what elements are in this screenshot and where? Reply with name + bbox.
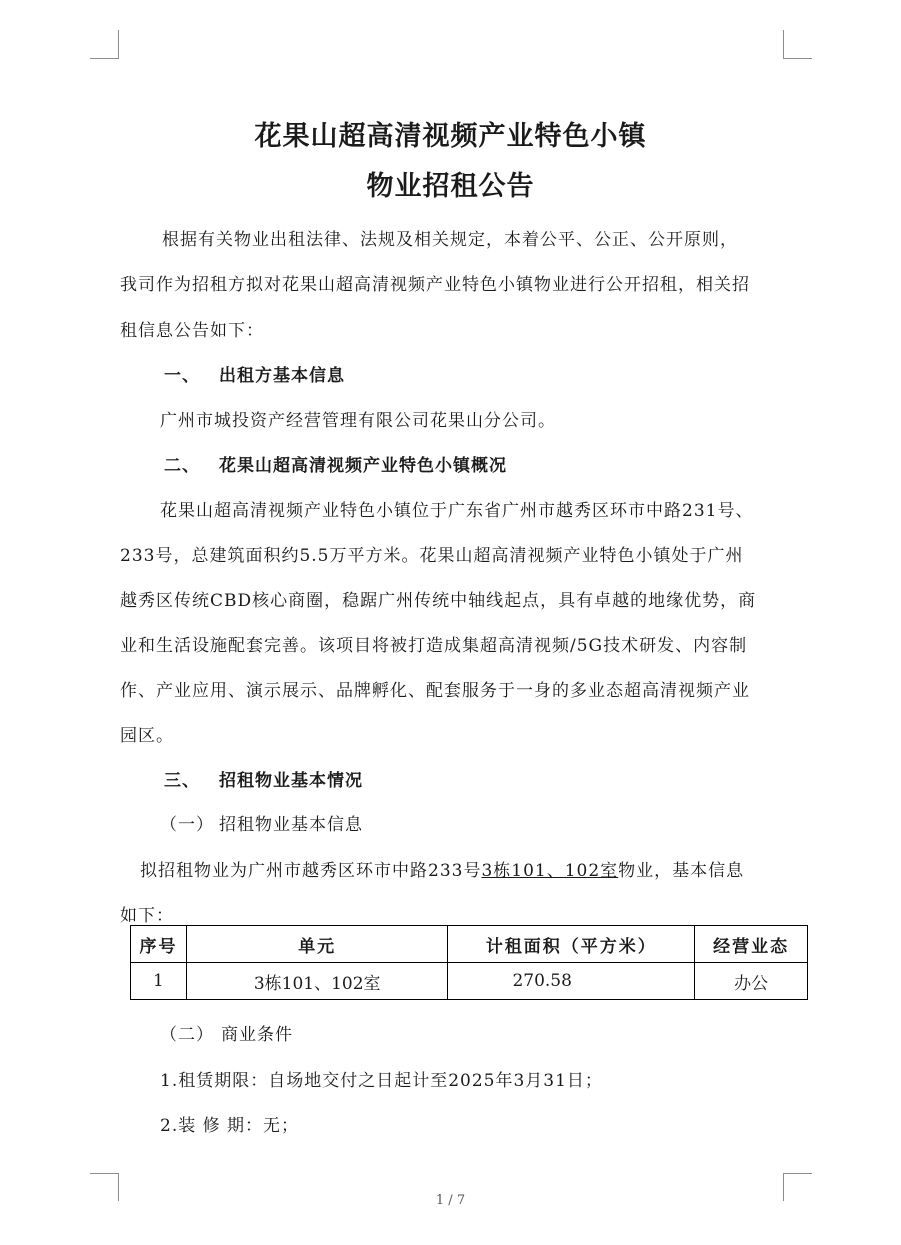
section2-line-4: 业和生活设施配套完善。该项目将被打造成集超高清视频/5G技术研发、内容制 <box>120 636 748 656</box>
section2-line-2: 233号，总建筑面积约5.5万平方米。花果山超高清视频产业特色小镇处于广州 <box>120 546 744 566</box>
subsection2-heading: 商业条件 <box>221 1025 293 1045</box>
crop-mark-top-left-h <box>90 58 119 59</box>
table-header-row <box>131 926 808 963</box>
cell-area: 270.58 <box>448 963 695 1000</box>
document-title-line1: 花果山超高清视频产业特色小镇 <box>254 121 647 152</box>
crop-mark-bottom-right-h <box>783 1173 812 1174</box>
subsection1-number: （一） <box>160 815 214 835</box>
section2-line-3: 越秀区传统CBD核心商圈，稳踞广州传统中轴线起点，具有卓越的地缘优势，商 <box>120 591 757 611</box>
property-table <box>130 925 808 1000</box>
subsection1-line-1-suffix: 物业，基本信息 <box>618 861 745 881</box>
subsection1-line-2: 如下： <box>120 906 174 926</box>
section2-line-5: 作、产业应用、演示展示、品牌孵化、配套服务于一身的多业态超高清视频产业 <box>120 681 750 701</box>
subsection1-line-1 <box>140 856 805 881</box>
header-unit: 单元 <box>186 926 448 963</box>
header-area: 计租面积（平方米） <box>448 926 695 963</box>
subsection1-line-1-prefix: 拟招租物业为广州市越秀区环市中路233号 <box>140 861 482 881</box>
crop-mark-top-left-v <box>118 30 119 58</box>
intro-line-1: 根据有关物业出租法律、法规及相关规定，本着公平、公正、公开原则， <box>162 230 738 250</box>
header-business-type: 经营业态 <box>695 926 808 963</box>
cell-index: 1 <box>131 963 187 1000</box>
subsection2-number: （二） <box>160 1025 214 1045</box>
document-title-line2: 物业招租公告 <box>366 171 535 202</box>
term-item-1: 1.租赁期限：自场地交付之日起计至2025年3月31日； <box>160 1071 603 1091</box>
cell-unit: 3栋101、102室 <box>186 963 448 1000</box>
unit-underlined: 3栋101、102室 <box>481 861 619 881</box>
table-row <box>131 963 808 1000</box>
crop-mark-top-right-v <box>783 30 784 58</box>
crop-mark-top-right-h <box>783 58 812 59</box>
header-index: 序号 <box>131 926 187 963</box>
section2-number: 二、 <box>164 456 200 476</box>
section1-body: 广州市城投资产经营管理有限公司花果山分公司。 <box>160 411 556 431</box>
cell-business-type: 办公 <box>695 963 808 1000</box>
intro-line-2: 我司作为招租方拟对花果山超高清视频产业特色小镇物业进行公开招租，相关招 <box>120 275 750 295</box>
intro-line-3: 租信息公告如下： <box>120 321 264 341</box>
section3-number: 三、 <box>164 771 200 791</box>
section2-line-6: 园区。 <box>120 726 174 746</box>
crop-mark-bottom-left-h <box>90 1173 119 1174</box>
section2-line-1: 花果山超高清视频产业特色小镇位于广东省广州市越秀区环市中路231号、 <box>160 501 754 521</box>
term-item-2: 2.装 修 期：无； <box>160 1116 300 1136</box>
page-number: 1 / 7 <box>435 1193 466 1208</box>
section2-heading: 花果山超高清视频产业特色小镇概况 <box>219 456 507 476</box>
section1-heading: 出租方基本信息 <box>219 366 345 386</box>
subsection1-heading: 招租物业基本信息 <box>219 815 363 835</box>
section1-number: 一、 <box>164 366 200 386</box>
section3-heading: 招租物业基本情况 <box>219 771 363 791</box>
